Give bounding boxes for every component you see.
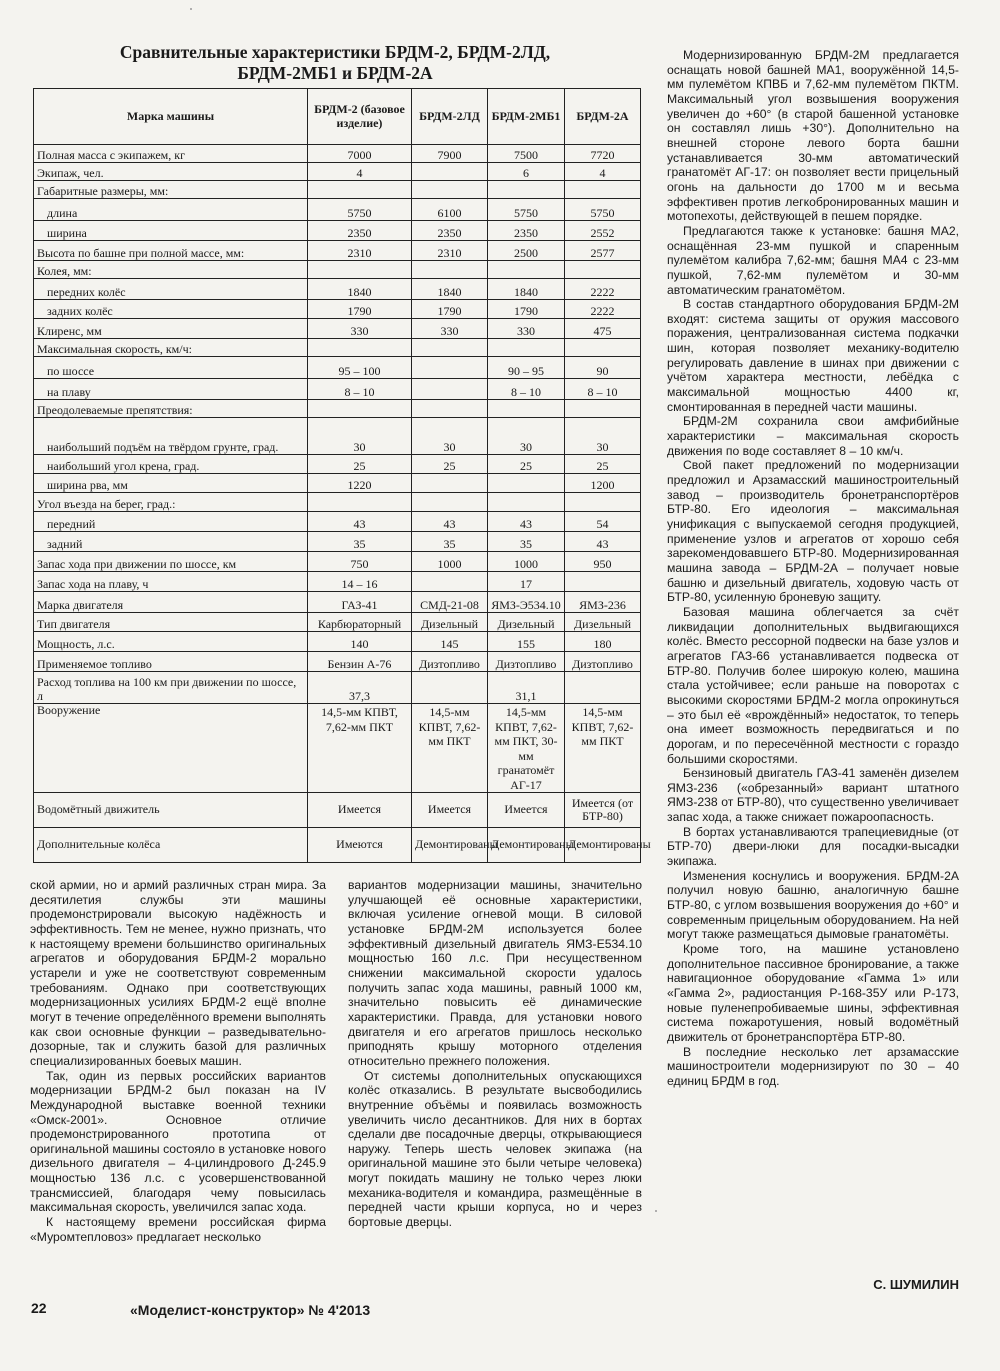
row-value: 30 — [412, 418, 488, 455]
row-value: Бензин А-76 — [308, 652, 412, 672]
row-value — [308, 400, 412, 418]
row-value: 330 — [488, 319, 565, 339]
table-row — [34, 455, 641, 474]
header-col-brdm2a: БРДМ-2А — [565, 89, 641, 145]
row-value: Имеется — [412, 793, 488, 828]
table-row — [34, 672, 641, 704]
table-row — [34, 339, 641, 357]
bottom-column-2-text — [348, 878, 642, 1230]
row-value: 25 — [565, 455, 641, 474]
table-row — [34, 300, 641, 319]
header-col-brdm2mb1: БРДМ-2МБ1 — [488, 89, 565, 145]
scan-speck — [655, 1210, 657, 1212]
header-col-brdm2ld: БРДМ-2ЛД — [412, 89, 488, 145]
magazine-name: «Моделист-конструктор» № 4'2013 — [130, 1302, 371, 1318]
row-label: Высота по башне при полной массе, мм: — [34, 241, 308, 261]
table-header-row — [34, 89, 641, 145]
row-label: Клиренс, мм — [34, 319, 308, 339]
row-label: длина — [34, 199, 308, 221]
row-label: Мощность, л.с. — [34, 632, 308, 652]
row-value: Демонтированы — [488, 828, 565, 863]
row-label: Колея, мм: — [34, 261, 308, 279]
row-label: передний — [34, 512, 308, 532]
row-value: 2350 — [488, 221, 565, 241]
row-value: 2577 — [565, 241, 641, 261]
row-value: 1790 — [412, 300, 488, 319]
row-value: 2350 — [308, 221, 412, 241]
row-value — [308, 261, 412, 279]
row-value: 25 — [412, 455, 488, 474]
row-value: Дизтопливо — [488, 652, 565, 672]
paragraph: Бензиновый двигатель ГАЗ-41 заменён дизелем ЯМЗ-236 («обрезанный» вариант штатного ЯМЗ-238 от БТР-80), что существенно увеличивает запас хода, а также снижает пожароопасность. — [667, 766, 959, 825]
row-label: задних колёс — [34, 300, 308, 319]
row-value: Карбюраторный — [308, 613, 412, 632]
row-value — [565, 261, 641, 279]
row-value: Дизтопливо — [412, 652, 488, 672]
row-label: Запас хода при движении по шоссе, км — [34, 552, 308, 572]
row-value — [412, 400, 488, 418]
row-value: 25 — [308, 455, 412, 474]
right-column-text — [667, 48, 959, 1089]
row-value — [412, 163, 488, 181]
row-label: ширина — [34, 221, 308, 241]
row-value — [412, 379, 488, 400]
row-value: 30 — [565, 418, 641, 455]
row-label: по шоссе — [34, 357, 308, 379]
row-value — [565, 672, 641, 704]
row-value: Дизельный — [565, 613, 641, 632]
table-title-line-2: БРДМ-2МБ1 и БРДМ-2А — [237, 63, 433, 83]
row-value: 30 — [308, 418, 412, 455]
specs-table — [33, 88, 651, 863]
table-row — [34, 704, 641, 793]
row-label: Запас хода на плаву, ч — [34, 572, 308, 592]
row-value: 2310 — [308, 241, 412, 261]
row-value: ЯМЗ-Э534.10 — [488, 592, 565, 613]
row-value: 2222 — [565, 279, 641, 300]
row-label: Преодолеваемые препятствия: — [34, 400, 308, 418]
row-label: передних колёс — [34, 279, 308, 300]
row-value: Дизтопливо — [565, 652, 641, 672]
table-row — [34, 512, 641, 532]
row-value: 8 – 10 — [308, 379, 412, 400]
row-label: наибольший угол крена, град. — [34, 455, 308, 474]
paragraph: Базовая машина облегчается за счёт ликвидации дополнительных выдвигающихся колёс. Вместо рессорной подвески на базе узлов и агрегатов ГАЗ-66 устанавливается подвеска от БТР-80. Получив более широкую колею, машина стала устойчивее; если раньше на поворотах с высокими скоростями БРДМ-2 могла опрокинуться – это был её «врождённый» недостаток, то теперь она имеет возможность передвигаться и по дорогам, и по пересечённой местности с гораздо большими скоростями. — [667, 604, 959, 766]
row-value — [488, 400, 565, 418]
row-value: 43 — [488, 512, 565, 532]
table-title — [30, 42, 640, 84]
paragraph: Так, один из первых российских вариантов модернизации БРДМ-2 был показан на IV Международной выставке военной техники «Омск-2001». Основное отличие продемонстрированного прототипа от оригинальной машины состояло в установке нового дизельного двигателя – 4-цилиндрового Д-245.9 мощностью 136 л.с. с усовершенствованной трансмиссией, благодаря чему повысилась максимальная скорость, увеличился запас хода. — [30, 1068, 326, 1215]
row-value: Демонтированы — [412, 828, 488, 863]
table-row — [34, 474, 641, 493]
row-label: Габаритные размеры, мм: — [34, 181, 308, 199]
table-row — [34, 163, 641, 181]
author-signature: С. ШУМИЛИН — [873, 1277, 959, 1292]
scan-speck — [190, 8, 192, 10]
row-value: 17 — [488, 572, 565, 592]
row-value — [412, 181, 488, 199]
paragraph: БРДМ-2М сохранила свои амфибийные характеристики – максимальная скорость движения по воде составляет 8 – 10 км/ч. — [667, 414, 959, 458]
row-value: Дизельный — [488, 613, 565, 632]
row-label: Полная масса с экипажем, кг — [34, 145, 308, 163]
paragraph: Изменения коснулись и вооружения. БРДМ-2А получил новую башню, аналогичную башне БТР-80, с углом возвышения вооружения до +60° и современным прицельным оборудованием. На ней могут также размещаться дымовые гранатомёты. — [667, 868, 959, 942]
row-label: Вооружение — [34, 704, 308, 793]
paragraph: К настоящему времени российская фирма «Муромтепловоз» предлагает несколько — [30, 1215, 326, 1244]
row-label: Угол въезда на берег, град.: — [34, 493, 308, 512]
row-value — [412, 339, 488, 357]
row-value — [565, 572, 641, 592]
row-value: 330 — [308, 319, 412, 339]
bottom-column-1-text — [30, 878, 326, 1244]
row-value: 14,5-мм КПВТ, 7,62-мм ПКТ — [412, 704, 488, 793]
table-row — [34, 418, 641, 455]
row-value: 2310 — [412, 241, 488, 261]
row-value: 14 – 16 — [308, 572, 412, 592]
row-value: 7500 — [488, 145, 565, 163]
row-value: 155 — [488, 632, 565, 652]
row-value: 2500 — [488, 241, 565, 261]
row-value: СМД-21-08 — [412, 592, 488, 613]
row-label: задний — [34, 532, 308, 552]
row-label: Тип двигателя — [34, 613, 308, 632]
row-value — [488, 181, 565, 199]
row-value: 2222 — [565, 300, 641, 319]
table-row — [34, 613, 641, 632]
row-value: Имеются — [308, 828, 412, 863]
row-value — [488, 474, 565, 493]
paragraph: В бортах устанавливаются трапециевидные (от БТР-70) двери-люки для посадки-высадки экипажа. — [667, 824, 959, 869]
row-value: 43 — [412, 512, 488, 532]
row-label: Дополнительные колёса — [34, 828, 308, 863]
row-value: Имеется — [308, 793, 412, 828]
row-value: 950 — [565, 552, 641, 572]
row-value: Имеется (от БТР-80) — [565, 793, 641, 828]
row-value — [412, 572, 488, 592]
row-value: 4 — [565, 163, 641, 181]
row-value — [308, 339, 412, 357]
page-number: 22 — [31, 1300, 47, 1316]
table-row — [34, 379, 641, 400]
row-value: Демонтированы — [565, 828, 641, 863]
table-row — [34, 400, 641, 418]
header-label: Марка машины — [34, 89, 308, 145]
row-value — [308, 493, 412, 512]
row-value: 4 — [308, 163, 412, 181]
table-row — [34, 793, 641, 828]
table-row — [34, 652, 641, 672]
row-value: 95 – 100 — [308, 357, 412, 379]
row-value: 145 — [412, 632, 488, 652]
row-value: 8 – 10 — [565, 379, 641, 400]
table-row — [34, 493, 641, 512]
paragraph: Свой пакет предложений по модернизации предложил и Арзамасский машиностроительный завод – производитель бронетранспортёров БТР-80. Его идеология – максимальная унификация с выпускаемой сегодня продукцией, применение узлов и агрегатов от хорошо себя зарекомендовавшего БТР-80. Модернизированная машина завода – БРДМ-2А – получает новые башню и дизельный двигатель, ходовую часть от БТР-80, усиленную броневую защиту. — [667, 458, 959, 605]
paragraph: ской армии, но и армий различных стран мира. За десятилетия службы эти машины продемонстрировали высокую надёжность и эффективность. Тем не менее, нужно признать, что к настоящему времени большинство оригинальных агрегатов и оборудования БРДМ-2 морально устарели и уже не соответствуют современным требованиям. Однако при соответствующих модернизационных усилиях БРДМ-2 ещё вполне могут в течение определённого времени выполнять как свои основные функции – разведывательно-дозорные, так и служить базой для различных специализированных боевых машин. — [30, 878, 326, 1068]
row-value: 25 — [488, 455, 565, 474]
row-label: Расход топлива на 100 км при движении по шоссе, л — [34, 672, 308, 704]
row-value — [565, 493, 641, 512]
table-row — [34, 241, 641, 261]
row-value: 8 – 10 — [488, 379, 565, 400]
row-value: 1790 — [308, 300, 412, 319]
row-value: 5750 — [308, 199, 412, 221]
table-row — [34, 828, 641, 863]
table-row — [34, 145, 641, 163]
row-value: 140 — [308, 632, 412, 652]
row-value: 1000 — [488, 552, 565, 572]
row-label: наибольший подъём на твёрдом грунте, град. — [34, 418, 308, 455]
row-value: 1000 — [412, 552, 488, 572]
row-value: 90 – 95 — [488, 357, 565, 379]
row-value — [308, 181, 412, 199]
row-value: 750 — [308, 552, 412, 572]
row-value — [412, 261, 488, 279]
row-value — [565, 181, 641, 199]
table-row — [34, 532, 641, 552]
row-value: 6100 — [412, 199, 488, 221]
row-value: 37,3 — [308, 672, 412, 704]
table-row — [34, 261, 641, 279]
paragraph: Модернизированную БРДМ-2М предлагается оснащать новой башней МА1, вооружённой 14,5-мм пулемётом КПВБ и 7,62-мм пулемётом ПКТМ. Максимальный угол возвышения вооружения увеличен до +60° (в старой башенной установке он составлял лишь +30°). Дополнительно на внешней стороне левого борта башни устанавливается 30-мм автоматический гранатомёт АГ-17: он позволяет вести прицельный огонь на дальности до 1700 м и весьма эффективен против легкобронированных машин и мотопехоты, действующей в пешем порядке. — [667, 48, 959, 224]
row-label: Применяемое топливо — [34, 652, 308, 672]
header-col-brdm2: БРДМ-2 (базовое изделие) — [308, 89, 412, 145]
row-value: 7000 — [308, 145, 412, 163]
row-label: Марка двигателя — [34, 592, 308, 613]
table-row — [34, 199, 641, 221]
row-value: 1840 — [488, 279, 565, 300]
row-value: 43 — [565, 532, 641, 552]
row-label: Максимальная скорость, км/ч: — [34, 339, 308, 357]
row-label: на плаву — [34, 379, 308, 400]
row-value: 5750 — [488, 199, 565, 221]
row-value — [488, 261, 565, 279]
row-value: 180 — [565, 632, 641, 652]
row-value — [412, 474, 488, 493]
row-value — [488, 339, 565, 357]
table-row — [34, 181, 641, 199]
row-value: 30 — [488, 418, 565, 455]
table-row — [34, 279, 641, 300]
row-value: 14,5-мм КПВТ, 7,62-мм ПКТ, 30-мм гранатомёт АГ-17 — [488, 704, 565, 793]
paragraph: вариантов модернизации машины, значительно улучшающей её основные характеристики, включая усиление огневой мощи. В силовой установке БРДМ-2М используется более эффективный дизельный двигатель ЯМЗ-Е534.10 мощностью 160 л.с. При несущественном снижении максимальной скорости удалось получить запас хода машины, равный 1000 км, значительно повысить её динамические характеристики. Правда, для установки нового двигателя и его агрегатов пришлось несколько приподнять крышу моторного отделения относительно прежнего положения. — [348, 878, 642, 1068]
row-value: 7720 — [565, 145, 641, 163]
row-label: ширина рва, мм — [34, 474, 308, 493]
paragraph: В состав стандартного оборудования БРДМ-2М входят: система защиты от оружия массового поражения, централизованная система подкачки шин, которая позволяет механику-водителю регулировать давление в шинах при движении с учётом характера местности, лебёдка с максимальной мощностью 4400 кг, смонтированная в передней части машины. — [667, 297, 959, 414]
row-label: Экипаж, чел. — [34, 163, 308, 181]
row-value: 1840 — [412, 279, 488, 300]
row-value: 31,1 — [488, 672, 565, 704]
row-value: Дизельный — [412, 613, 488, 632]
row-value — [488, 493, 565, 512]
row-value: ЯМЗ-236 — [565, 592, 641, 613]
row-value: 35 — [488, 532, 565, 552]
row-value: Имеется — [488, 793, 565, 828]
row-value: 2350 — [412, 221, 488, 241]
row-value — [412, 672, 488, 704]
row-value — [412, 493, 488, 512]
paragraph: Предлагаются также к установке: башня МА2, оснащённая 23-мм пушкой и спаренным пулемётом калибра 7,62-мм; башня МА4 с 23-мм пушкой, 7,62-мм пулемётом и 30-мм автоматическим гранатомётом. — [667, 223, 959, 297]
table-row — [34, 632, 641, 652]
table-row — [34, 319, 641, 339]
paragraph: От системы дополнительных опускающихся колёс отказались. В результате высвободились внутренние объёмы и появилась возможность увеличить число десантников. Для них в бортах сделали две посадочные дверцы, открывающиеся наружу. Теперь шесть человек экипажа (на оригинальной машине это были четыре человека) могут покидать машину не только через люки механика-водителя и командира, размещённые в передней части крыши корпуса, но и через бортовые дверцы. — [348, 1068, 642, 1230]
row-value: 475 — [565, 319, 641, 339]
row-value — [412, 357, 488, 379]
table-row — [34, 592, 641, 613]
row-value: ГАЗ-41 — [308, 592, 412, 613]
row-value: 6 — [488, 163, 565, 181]
paragraph: В последние несколько лет арзамасские машиностроители модернизируют по 30 – 40 единиц БРДМ в год. — [667, 1044, 959, 1088]
row-value: 1200 — [565, 474, 641, 493]
table-row — [34, 357, 641, 379]
table-row — [34, 572, 641, 592]
row-value: 1840 — [308, 279, 412, 300]
row-value: 43 — [308, 512, 412, 532]
row-value: 7900 — [412, 145, 488, 163]
row-value: 14,5-мм КПВТ, 7,62-мм ПКТ — [565, 704, 641, 793]
table-row — [34, 221, 641, 241]
row-value — [565, 339, 641, 357]
row-value — [565, 400, 641, 418]
row-value: 2552 — [565, 221, 641, 241]
row-value: 90 — [565, 357, 641, 379]
row-value: 1790 — [488, 300, 565, 319]
row-value: 14,5-мм КПВТ, 7,62-мм ПКТ — [308, 704, 412, 793]
table-row — [34, 552, 641, 572]
row-value: 35 — [412, 532, 488, 552]
table-title-line-1: Сравнительные характеристики БРДМ-2, БРДМ-2ЛД, — [119, 42, 551, 62]
row-value: 5750 — [565, 199, 641, 221]
row-value: 54 — [565, 512, 641, 532]
row-label: Водомётный движитель — [34, 793, 308, 828]
paragraph: Кроме того, на машине установлено дополнительное пассивное бронирование, а также навигационное оборудование «Гамма 1» или «Гамма 2», радиостанция Р-168-35У или Р-173, новые пуленепробиваемые шины, эффективная система пожаротушения, новый водомётный движитель от бронетранспортёра БТР-80. — [667, 942, 959, 1044]
row-value: 330 — [412, 319, 488, 339]
row-value: 1220 — [308, 474, 412, 493]
row-value: 35 — [308, 532, 412, 552]
